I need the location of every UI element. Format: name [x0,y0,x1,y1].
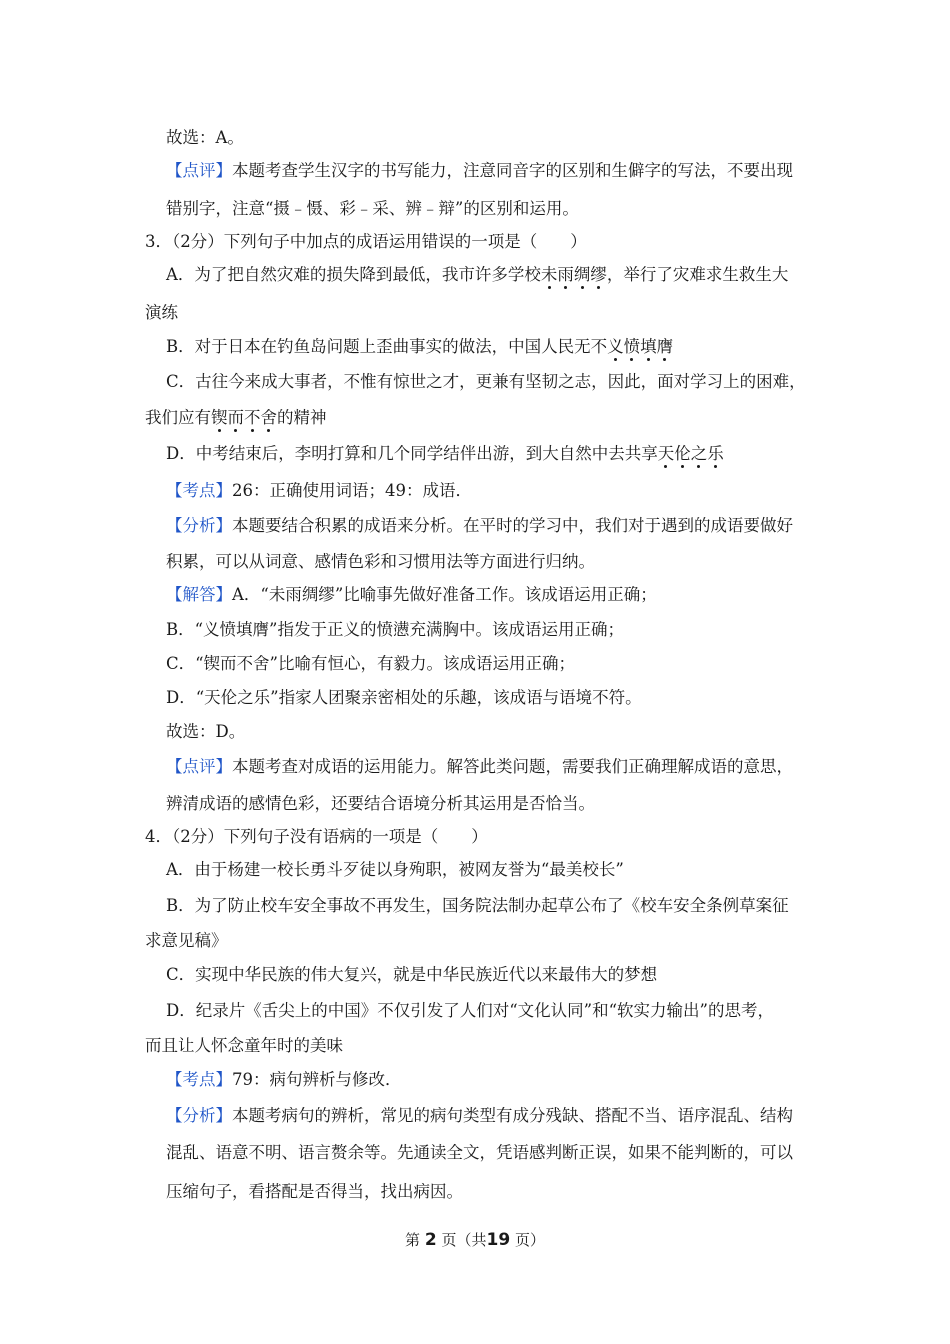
dotted-char: 乐 [707,444,724,463]
kaodian-tag: 【考点】 [166,481,232,500]
kaodian-line: 【考点】26：正确使用词语；49：成语． [166,481,472,500]
analysis-line-3: 【分析】本题考病句的辨析，常见的病句类型有成分残缺、搭配不当、语序混乱、结构 [166,1106,793,1125]
question-4: 4．（2分）下列句子没有语病的一项是（ ） [145,827,488,846]
answer-line: 故选：A。 [166,128,244,147]
q4-option-d-cont: 而且让人怀念童年时的美味 [145,1036,343,1055]
dotted-char: 缪 [590,265,607,284]
comment-line-4: 辨清成语的感情色彩，还要结合语境分析其运用是否恰当。 [166,794,595,813]
dotted-char: 未 [540,265,558,284]
question-3: 3．（2分）下列句子中加点的成语运用错误的一项是（ ） [145,232,587,251]
page-footer: 第 2 页（共19 页） [405,1230,545,1250]
dotted-char: 锲 [211,408,228,427]
comment-tag: 【点评】 [166,161,232,180]
dotted-char: 之 [690,444,708,463]
dotted-char: 伦 [674,444,691,463]
q3-option-c-cont: 我们应有锲而不舍的精神 [145,408,327,427]
answer-line-2: 故选：D。 [166,722,246,741]
comment-tag: 【点评】 [166,757,232,776]
page-number: 2 [424,1230,437,1250]
q3-option-b: B．对于日本在钓鱼岛问题上歪曲事实的做法，中国人民无不义愤填膺 [166,337,674,356]
solution-tag: 【解答】 [166,585,232,604]
solution-line: 【解答】A．“未雨绸缪”比喻事先做好准备工作。该成语运用正确； [166,585,657,604]
q4-option-c: C．实现中华民族的伟大复兴，就是中华民族近代以来最伟大的梦想 [166,965,658,984]
dotted-char: 义 [607,337,624,356]
solution-b: B．“义愤填膺”指发于正义的愤懑充满胸中。该成语运用正确； [166,620,624,639]
dotted-char: 膺 [656,337,674,356]
kaodian-tag: 【考点】 [166,1070,232,1089]
analysis-line-4: 混乱、语意不明、语言赘余等。先通读全文，凭语感判断正误，如果不能判断的，可以 [166,1143,793,1162]
analysis-line-2: 积累，可以从词意、感情色彩和习惯用法等方面进行归纳。 [166,552,595,571]
q4-option-a: A．由于杨建一校长勇斗歹徒以身殉职，被网友誉为“最美校长” [166,860,624,879]
analysis-line-5: 压缩句子，看搭配是否得当，找出病因。 [166,1182,463,1201]
q4-option-b: B．为了防止校车安全事故不再发生，国务院法制办起草公布了《校车安全条例草案征 [166,896,789,915]
q4-option-b-cont: 求意见稿》 [145,931,228,950]
q3-option-c: C．古往今来成大事者，不惟有惊世之才，更兼有坚韧之志，因此，面对学习上的困难， [166,372,806,391]
dotted-idiom [541,265,607,284]
q3-option-d: D．中考结束后，李明打算和几个同学结伴出游，到大自然中去共享天伦之乐 [166,444,724,463]
q3-option-a: A．为了把自然灾难的损失降到最低，我市许多学校未雨绸缪，举行了灾难求生救生大 [166,265,789,284]
dotted-idiom [658,444,724,463]
dotted-char: 绸 [573,265,591,284]
comment-line-3: 【点评】本题考查对成语的运用能力。解答此类问题，需要我们正确理解成语的意思， [166,757,793,776]
analysis-line: 【分析】本题要结合积累的成语来分析。在平时的学习中，我们对于遇到的成语要做好 [166,516,793,535]
dotted-char: 愤 [623,337,641,356]
q3-option-a-cont: 演练 [145,303,178,322]
comment-line-2: 错别字，注意“摄﹣慑、彩﹣采、辨﹣辩”的区别和运用。 [166,199,579,218]
analysis-tag: 【分析】 [166,516,232,535]
comment-line: 【点评】本题考查学生汉字的书写能力，注意同音字的区别和生僻字的写法，不要出现 [166,161,793,180]
solution-d: D．“天伦之乐”指家人团聚亲密相处的乐趣，该成语与语境不符。 [166,688,642,707]
dotted-char: 而 [227,408,244,427]
q4-option-d: D．纪录片《舌尖上的中国》不仅引发了人们对“文化认同”和“软实力输出”的思考， [166,1001,774,1020]
solution-c: C．“锲而不舍”比喻有恒心，有毅力。该成语运用正确； [166,654,575,673]
dotted-idiom [607,337,673,356]
analysis-tag: 【分析】 [166,1106,232,1125]
dotted-char: 不 [244,408,261,427]
dotted-char: 舍 [260,408,277,427]
kaodian-line-2: 【考点】79：病句辨析与修改． [166,1070,402,1089]
dotted-char: 填 [640,337,657,356]
dotted-char: 天 [657,444,675,463]
dotted-idiom [211,408,277,427]
dotted-char: 雨 [557,265,574,284]
page-total: 19 [486,1230,511,1250]
